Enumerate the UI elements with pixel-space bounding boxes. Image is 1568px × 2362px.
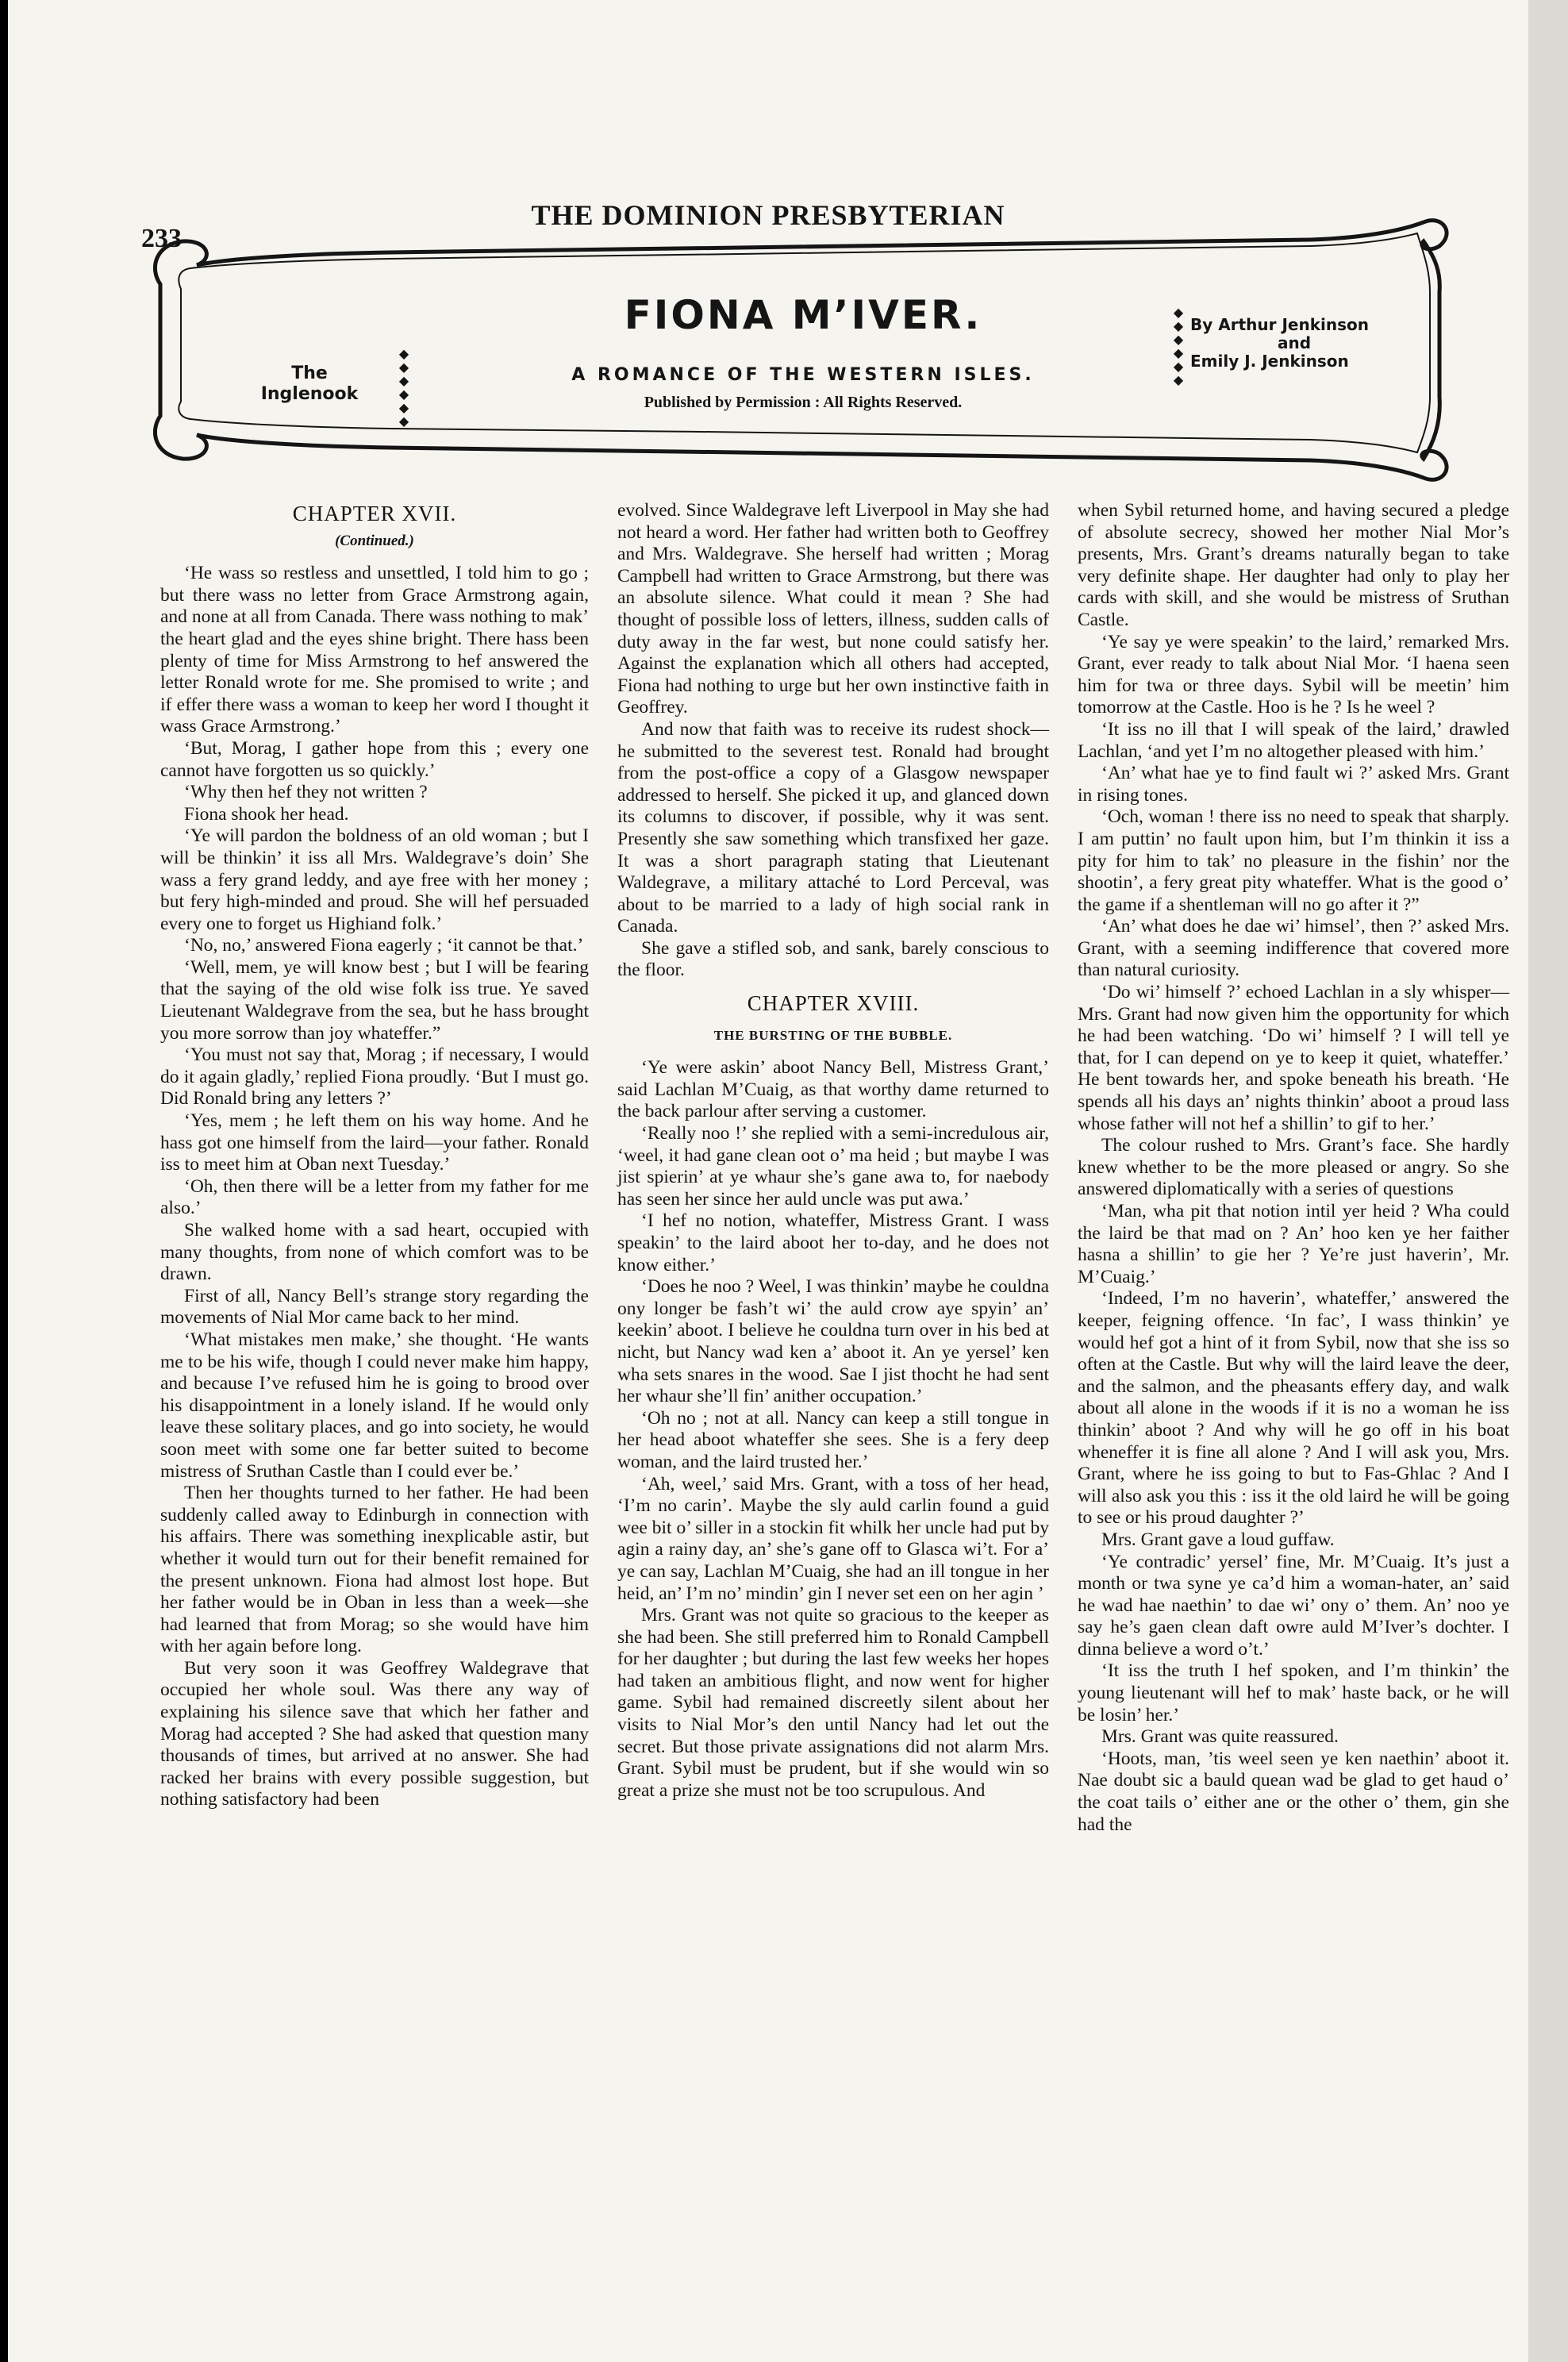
paragraph: First of all, Nancy Bell’s strange story regarding the movements of Nial Mor came back to her mind. bbox=[160, 1285, 589, 1329]
paragraph: Mrs. Grant gave a loud guffaw. bbox=[1101, 1529, 1335, 1550]
column-2-body-top bbox=[617, 500, 1049, 982]
continued-note: (Continued.) bbox=[335, 532, 414, 549]
chapter-heading: CHAPTER XVII. bbox=[292, 502, 457, 525]
page-number: 233 bbox=[141, 224, 182, 253]
newspaper-page bbox=[8, 0, 1528, 2362]
column-2-body-bottom bbox=[617, 1057, 1049, 1802]
text-column-2 bbox=[617, 500, 1049, 1802]
text-column-3 bbox=[1078, 500, 1509, 1836]
paragraph: Fiona shook her head. bbox=[184, 803, 349, 825]
paragraph: evolved. Since Waldegrave left Liverpool in May she had not heard a word. Her father had written both to Geoffrey and Mrs. Waldegrave. She herself had written ; Morag Campbell had written to Grace Armstrong, but there was an absolute silence. What could it mean ? She had thought of possible loss of letters, illness, sudden calls of duty away in the far west, but none could satisfy her. Against the explanation which all others had accepted, Fiona had nothing to urge but her own instinctive faith in Geoffrey. bbox=[617, 500, 1049, 718]
chapter-subtitle: THE BURSTING OF THE BUBBLE. bbox=[713, 1027, 953, 1043]
paragraph: ‘Och, woman ! there iss no need to speak that sharply. I am puttin’ no fault upon him, but I’m thinkin it iss a pity for him to tak’ no pleasure in the fishin’ nor the shootin’, a fery great pity whateffer. What is the good o’ the game if a shentleman will no go after it ?” bbox=[1078, 806, 1509, 915]
paragraph: ‘He wass so restless and unsettled, I told him to go ; but there wass no letter from Grace Armstrong again, and none at all from Canada. There wass nothing to mak’ the heart glad and the eyes shine bright. There hass been plenty of time for Miss Armstrong to hef answered the letter Ronald wrote for me. She promised to write ; and if effer there wass a woman to keep her word I thought it wass Grace Armstrong.’ bbox=[160, 563, 589, 737]
diamond-ornament-icon: ◆ ◆ ◆ ◆ ◆ ◆ bbox=[1173, 306, 1184, 387]
paragraph: ‘What mistakes men make,’ she thought. ‘He wants me to be his wife, though I could never make him happy, and because I’ve refused him he is going to brood over his disappointment in a lonely island. If he would only leave these solitary places, and go into society, he would soon meet with some one far better suited to become mistress of Sruthan Castle than I could ever be.’ bbox=[160, 1329, 589, 1482]
paragraph: The colour rushed to Mrs. Grant’s face. She hardly knew whether to be the more pleased or angry. So she answered diplomatically with a series of questions bbox=[1078, 1135, 1509, 1200]
page-edge bbox=[1528, 0, 1568, 2362]
paragraph: ‘Ah, weel,’ said Mrs. Grant, with a toss of her head, ‘I’m no carin’. Maybe the sly auld carlin found a guid wee bit o’ siller in a stockin fit whilk her uncle had put by agin a rainy day, an’ she’s gane off to Glasca wi’t. For a’ ye can say, Lachlan M’Cuaig, she had an ill tongue in her heid, an’ I’m no’ mindin’ gin I never set een on her agin ’ bbox=[617, 1473, 1049, 1604]
paragraph: ‘Oh no ; not at all. Nancy can keep a still tongue in her head aboot whateffer she sees. She is a fery deep woman, and the laird trusted her.’ bbox=[617, 1407, 1049, 1472]
paragraph: ‘Oh, then there will be a letter from my father for me also.’ bbox=[160, 1175, 589, 1219]
paragraph: ‘Ye were askin’ aboot Nancy Bell, Mistress Grant,’ said Lachlan M’Cuaig, as that worthy dame returned to the back parlour after serving a customer. bbox=[617, 1057, 1049, 1122]
paragraph: Mrs. Grant was not quite so gracious to the keeper as she had been. She still preferred him to Ronald Campbell for her daughter ; but during the last few weeks her hopes had taken an ambitious flight, and now went for higher game. Sybil had remained discreetly silent about her visits to Nial Mor’s den until Nancy had let out the secret. But those private assignations did not alarm Mrs. Grant. Sybil must be prudent, but if she would win so great a prize she must not be too scrupulous. And bbox=[617, 1605, 1049, 1801]
paragraph: ‘An’ what does he dae wi’ himsel’, then ?’ asked Mrs. Grant, with a seeming indifference that covered more than natural curiosity. bbox=[1078, 916, 1509, 981]
paragraph: Mrs. Grant was quite reassured. bbox=[1101, 1726, 1339, 1748]
running-head: THE DOMINION PRESBYTERIAN bbox=[531, 199, 1005, 231]
paragraph: ‘Well, mem, ye will know best ; but I will be fearing that the saying of the old wise folk iss true. Ye saved Lieutenant Waldegrave from the sea, but he hass brought you more sorrow than joy whateffer.” bbox=[160, 956, 589, 1044]
paragraph: ‘Does he noo ? Weel, I was thinkin’ maybe he couldna ony longer be fash’t wi’ the auld crow aye spyin’ an’ keekin’ aboot. I believe he couldna turn over in his bed at nicht, but Nancy wad ken a’ aboot it. An ye yersel’ ken wha sets snares in the wood. Sae I jist thocht he had sent her whaur she’ll fin’ anither occupation.’ bbox=[617, 1276, 1049, 1407]
paragraph: And now that faith was to receive its rudest shock—he submitted to the severest test. Ronald had brought from the post-office a copy of a Glasgow newspaper addressed to herself. She picked it up, and glanced down its columns to discover, if possible, why it was sent. Presently she saw something which transfixed her gaze. It was a short paragraph stating that Lieutenant Waldegrave, a military attaché to Lord Perceval, was about to be married to a lady of high social rank in Canada. bbox=[617, 718, 1049, 937]
story-title: FIONA M’IVER. bbox=[624, 292, 982, 338]
paragraph: She gave a stifled sob, and sank, barely conscious to the floor. bbox=[617, 937, 1049, 981]
chapter-heading: CHAPTER XVIII. bbox=[747, 991, 920, 1016]
paragraph: ‘It iss the truth I hef spoken, and I’m thinkin’ the young lieutenant will hef to mak’ haste back, or he will be losin’ her.’ bbox=[1078, 1660, 1509, 1725]
paragraph: But very soon it was Geoffrey Waldegrave that occupied her whole soul. Was there any way of explaining his silence save that which her father and Morag had accepted ? She had asked that question many thousands of times, but arrived at no answer. She had racked her brains with every possible suggestion, but nothing satisfactory had been bbox=[160, 1657, 589, 1810]
paragraph: ‘An’ what hae ye to find fault wi ?’ asked Mrs. Grant in rising tones. bbox=[1078, 763, 1509, 806]
paragraph: ‘Hoots, man, ’tis weel seen ye ken naethin’ aboot it. Nae doubt sic a bauld quean wad be glad to get haud o’ the coat tails o’ either ane or the other o’ them, gin she had the bbox=[1078, 1748, 1509, 1835]
paragraph: ‘I hef no notion, whateffer, Mistress Grant. I wass speakin’ to the laird aboot her to-day, and he does not know either.’ bbox=[617, 1210, 1049, 1275]
paragraph: Then her thoughts turned to her father. He had been suddenly called away to Edinburgh in connection with his affairs. There was something inexplicable astir, but whether it would turn out for their benefit remained for the present unknown. Fiona had almost lost hope. But her father would be in Oban in less than a week—she had learned that from Morag; so she would have him with her again before long. bbox=[160, 1483, 589, 1657]
permission-notice: Published by Permission : All Rights Reserved. bbox=[644, 394, 963, 411]
paragraph: ‘Ye will pardon the boldness of an old woman ; but I will be thinkin’ it iss all Mrs. Waldegrave’s doin’ She wass a fery grand leddy, and aye free with her money ; but fery high-minded and proud. She will hef persuaded every one to forget us Highiand folk.’ bbox=[160, 825, 589, 934]
paragraph: ‘You must not say that, Morag ; if necessary, I would do it again gladly,’ replied Fiona proudly. ‘But I must go. Did Ronald bring any letters ?’ bbox=[160, 1044, 589, 1110]
paragraph: ‘Ye contradic’ yersel’ fine, Mr. M’Cuaig. It’s just a month or twa syne ye ca’d him a woman-hater, an’ said he wad hae naethin’ to dae wi’ ony o’ them. An’ noo ye say he’s gaen clean daft owre auld M’Iver’s dochter. I dinna believe a word o’t.’ bbox=[1078, 1551, 1509, 1660]
paragraph: when Sybil returned home, and having secured a pledge of absolute secrecy, showed her mother Nial Mor’s presents, Mrs. Grant’s dreams naturally began to take very definite shape. Her daughter had only to play her cards with skill, and she would be mistress of Sruthan Castle. bbox=[1078, 500, 1509, 630]
story-subtitle: A ROMANCE OF THE WESTERN ISLES. bbox=[571, 365, 1035, 385]
paragraph: ‘Ye say ye were speakin’ to the laird,’ remarked Mrs. Grant, ever ready to talk about Nial Mor. ‘I haena seen him for twa or three days. Sybil will be meetin’ him tomorrow at the Castle. Hoo is he ? Is he weel ? bbox=[1078, 631, 1509, 718]
diamond-ornament-icon: ◆ ◆ ◆ ◆ ◆ ◆ bbox=[398, 348, 409, 429]
section-label: The Inglenook bbox=[260, 364, 359, 404]
paragraph: ‘Why then hef they not written ? bbox=[184, 782, 428, 803]
paragraph: ‘Do wi’ himself ?’ echoed Lachlan in a sly whisper—Mrs. Grant had now given him the opportunity for which he had been watching. ‘Do wi’ himself ? I will tell ye that, for I can depend on ye to keep it quiet, whateffer.’ He bent towards her, and spoke beneath his breath. ‘He spends all his days an’ nights thinkin’ aboot a proud lass whose father will not hef a shillin’ to gif to her.’ bbox=[1078, 982, 1509, 1134]
paragraph: She walked home with a sad heart, occupied with many thoughts, from none of which comfort was to be drawn. bbox=[160, 1220, 589, 1285]
column-3-body bbox=[1078, 500, 1509, 1836]
story-banner bbox=[144, 213, 1462, 498]
paragraph: ‘Yes, mem ; he left them on his way home. And he hass got one himself from the laird—your father. Ronald iss to meet him at Oban next Tuesday.’ bbox=[160, 1110, 589, 1175]
paragraph: ‘Man, wha pit that notion intil yer heid ? Wha could the laird be that mad on ? An’ hoo ken ye her faither hasna a shillin’ to gie her ? Ye’re just haverin’, Mr. M’Cuaig.’ bbox=[1078, 1201, 1509, 1287]
paragraph: ‘It iss no ill that I will speak of the laird,’ drawled Lachlan, ‘and yet I’m no altogether pleased with him.’ bbox=[1078, 718, 1509, 762]
paragraph: ‘But, Morag, I gather hope from this ; every one cannot have forgotten us so quickly.’ bbox=[160, 737, 589, 781]
paragraph: ‘No, no,’ answered Fiona eagerly ; ‘it cannot be that.’ bbox=[184, 935, 584, 956]
author-credit: By Arthur Jenkinson and Emily J. Jenkinson bbox=[1190, 315, 1369, 371]
paragraph: ‘Indeed, I’m no haverin’, whateffer,’ answered the keeper, feigning offence. ‘In fac’, I wass thinkin’ ye would hef got a hint of it from Sybil, now that she iss so often at the Castle. But why will the laird leave the deer, and the salmon, and the pheasants effery day, and walk about all alone in the woods if it is no a woman he iss thinkin’ aboot ? And why will he go off in his boat wheneffer it is fine all alone ? And I will ask you, Mrs. Grant, where he iss going to but to Fas-Ghlac ? And I will also ask you this : iss it the old laird he will be going to see or his proud daughter ?’ bbox=[1078, 1288, 1509, 1529]
text-column-1 bbox=[160, 500, 589, 1811]
column-1-body bbox=[160, 563, 589, 1811]
paragraph: ‘Really noo !’ she replied with a semi-incredulous air, ‘weel, it had gane clean oot o’ ma heid ; but maybe I was jist spierin’ at ye whaur she’s gane awa to, for naebody has seen her since her auld uncle was put awa.’ bbox=[617, 1123, 1049, 1210]
